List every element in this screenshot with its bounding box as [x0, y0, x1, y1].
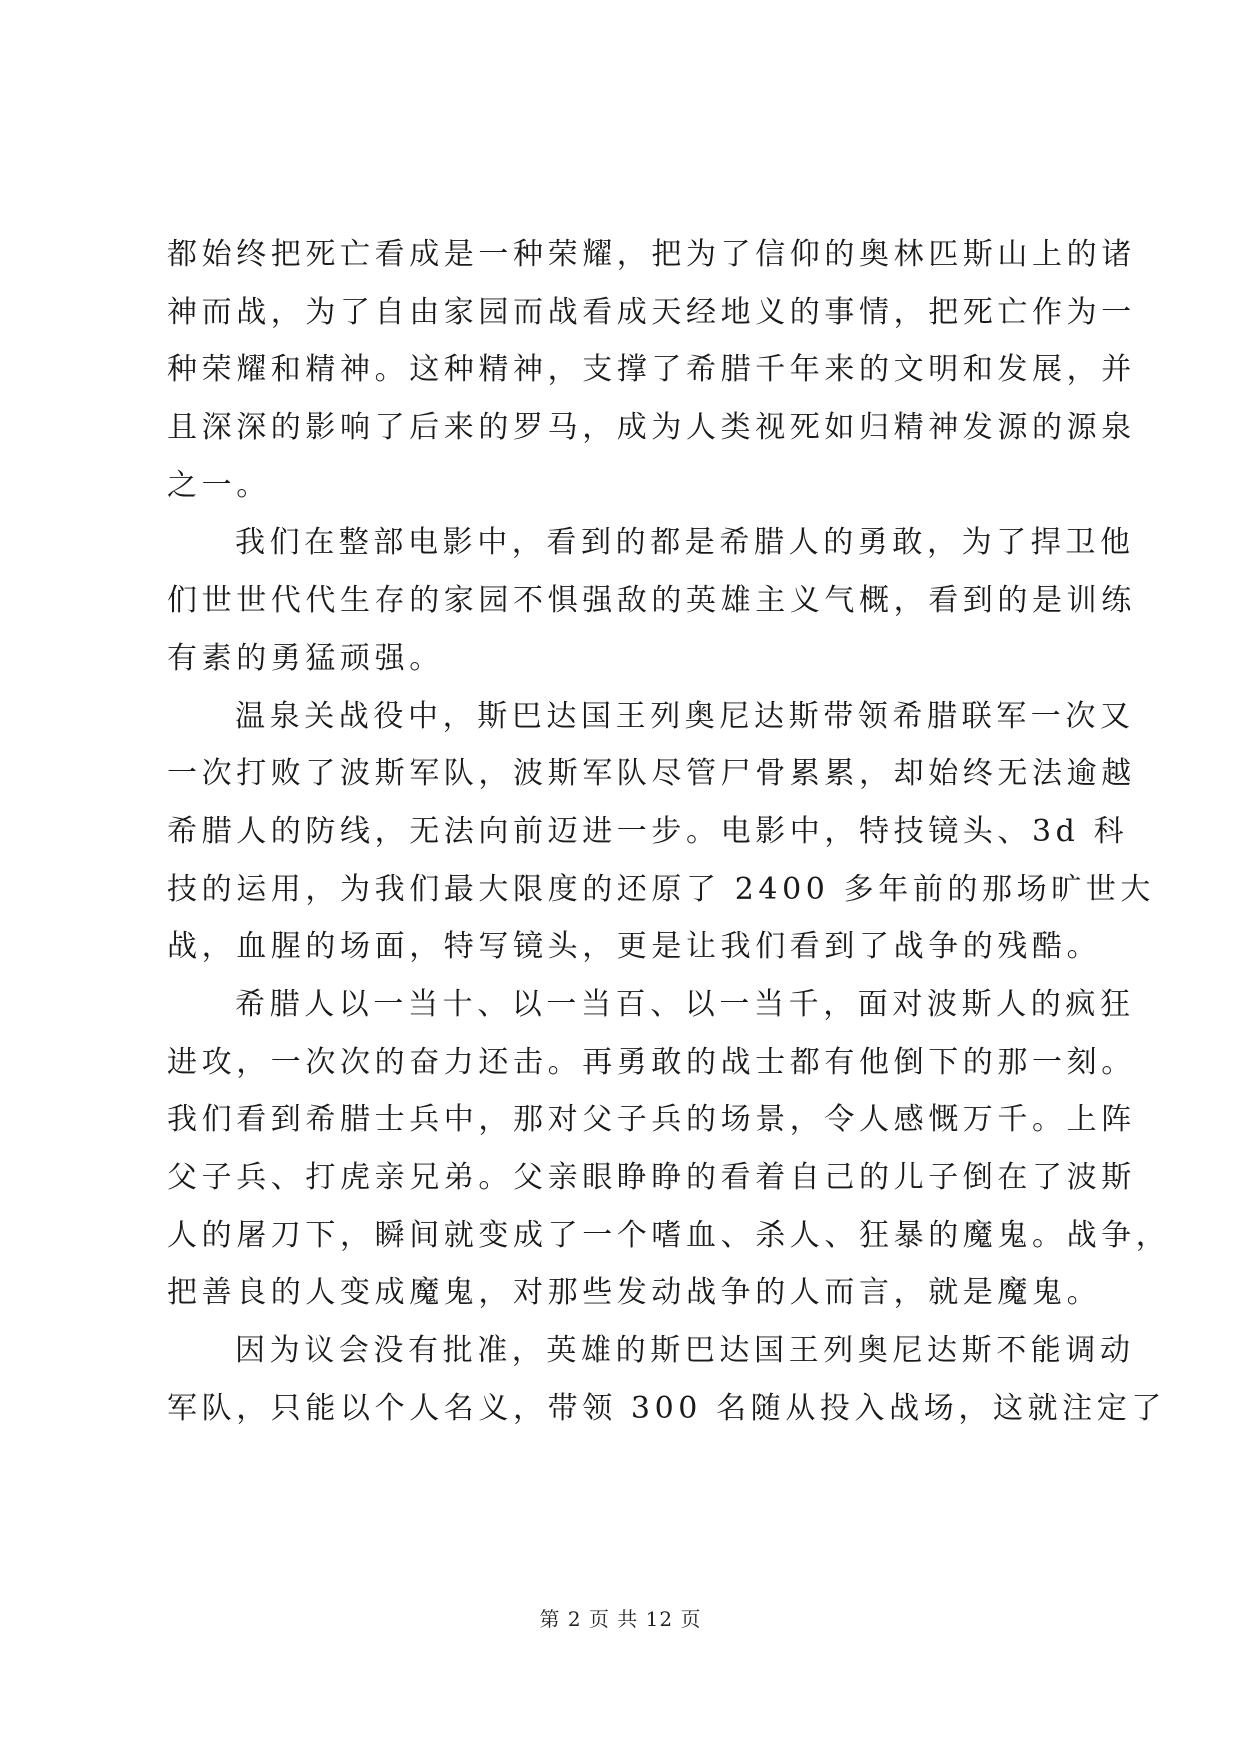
text-line: 一次打败了波斯军队，波斯军队尽管尸骨累累，却始终无法逾越 [167, 756, 1136, 792]
page-number-footer: 第 2 页 共 12 页 [539, 1607, 702, 1631]
paragraph-4 [167, 976, 1171, 1322]
text-line: 之一。 [167, 467, 271, 503]
paragraph-2 [167, 514, 1136, 687]
text-line: 温泉关战役中，斯巴达国王列奥尼达斯带领希腊联军一次又 [235, 698, 1135, 734]
text-line: 有素的勇猛顽强。 [167, 640, 444, 676]
text-line: 我们看到希腊士兵中，那对父子兵的场景，令人感慨万千。上阵 [167, 1102, 1136, 1138]
text-line: 希腊人的防线，无法向前迈进一步。电影中，特技镜头、3d 科 [167, 813, 1129, 849]
text-line: 们世世代代生存的家园不惧强敌的英雄主义气概，看到的是训练 [167, 583, 1136, 619]
paragraph-1 [167, 226, 1136, 514]
text-line: 父子兵、打虎亲兄弟。父亲眼睁睁的看着自己的儿子倒在了波斯 [167, 1160, 1136, 1195]
paragraph-5 [167, 1322, 1166, 1437]
document-body [167, 226, 1171, 1437]
paragraph-3 [167, 688, 1156, 976]
text-line: 人的屠刀下，瞬间就变成了一个嗜血、杀人、狂暴的魔鬼。战争， [167, 1217, 1171, 1253]
text-line: 军队，只能以个人名义，带领 300 名随从投入战场，这就注定了 [167, 1390, 1166, 1426]
text-line: 战，血腥的场面，特写镜头，更是让我们看到了战争的残酷。 [167, 929, 1102, 965]
text-line: 技的运用，为我们最大限度的还原了 2400 多年前的那场旷世大 [167, 871, 1156, 907]
text-line: 进攻，一次次的奋力还击。再勇敢的战士都有他倒下的那一刻。 [167, 1044, 1136, 1080]
text-line: 种荣耀和精神。这种精神，支撑了希腊千年来的文明和发展，并 [167, 352, 1136, 388]
text-line: 且深深的影响了后来的罗马，成为人类视死如归精神发源的源泉 [167, 410, 1136, 446]
text-line: 把善良的人变成魔鬼，对那些发动战争的人而言，就是魔鬼。 [167, 1275, 1102, 1311]
text-line: 因为议会没有批准，英雄的斯巴达国王列奥尼达斯不能调动 [235, 1333, 1135, 1369]
text-line: 我们在整部电影中，看到的都是希腊人的勇敢，为了捍卫他 [235, 525, 1135, 561]
text-line: 都始终把死亡看成是一种荣耀，把为了信仰的奥林匹斯山上的诸 [167, 237, 1136, 272]
text-line: 神而战，为了自由家园而战看成天经地义的事情，把死亡作为一 [167, 294, 1136, 330]
text-line: 希腊人以一当十、以一当百、以一当千，面对波斯人的疯狂 [235, 986, 1135, 1022]
